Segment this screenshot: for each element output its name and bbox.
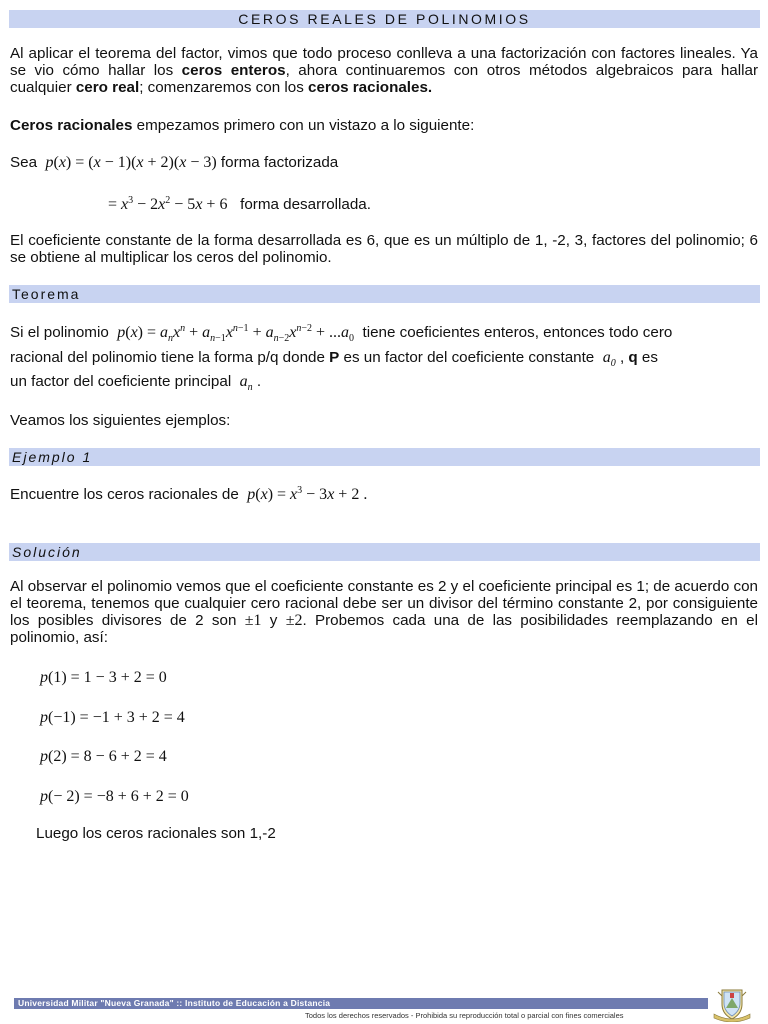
page-title: CEROS REALES DE POLINOMIOS xyxy=(9,10,760,28)
evaluation-p2: p(2) = 8 − 6 + 2 = 4 xyxy=(40,748,167,765)
evaluation-p1: p(1) = 1 − 3 + 2 = 0 xyxy=(40,669,167,686)
example1-text: Encuentre los ceros racionales de $p(x) = x^3 - 3x + 2$ . xyxy=(10,485,368,503)
footer-rights: Todos los derechos reservados - Prohibida su reproducción total o parcial con fines comerciales xyxy=(305,1011,624,1020)
theorem-header: Teorema xyxy=(9,285,760,303)
example1-polynomial: $p(x) = x^3 - 3x + 2$ . xyxy=(247,485,368,503)
expanded-form-line: = $x^3 - 2x^2 - 5x + 6$ forma desarrollada. xyxy=(108,195,371,213)
factored-form-line: Sea p(x) = (x − 1)(x + 2)(x − 3) forma factorizada xyxy=(10,154,339,171)
coefficient-paragraph: El coeficiente constante de la forma desarrollada es 6, que es un múltiplo de 1, -2, 3, factores del polinomio; 6 se obtiene al multiplicar los ceros del polinomio. xyxy=(10,232,758,266)
theorem-line-3: un factor del coeficiente principal $a_n$ . xyxy=(10,373,262,393)
theorem-line-1: Si el polinomio $p(x) = a_nx^n + a_{n-1}x^{n-1} + a_{n-2}x^{n-2} + ...a_0$ tiene coeficientes enteros, entonces todo cero xyxy=(10,323,673,344)
footer-institution: Universidad Militar "Nueva Granada" :: Instituto de Educación a Distancia xyxy=(14,998,708,1009)
solution-paragraph: Al observar el polinomio vemos que el coeficiente constante es 2 y el coeficiente principal es 1; de acuerdo con el teorema, tenemos que cualquier cero racional debe ser un divisor del término constante 2, por consiguiente los posibles divisores de 2 son ±1 y ±2. Probemos cada una de las posibilidades reemplazando en el polinomio, así: xyxy=(10,578,758,646)
factored-formula: p(x) = (x − 1)(x + 2)(x − 3) xyxy=(45,154,217,171)
examples-intro: Veamos los siguientes ejemplos: xyxy=(10,412,231,429)
rational-zeros-intro: Ceros racionales empezamos primero con un vistazo a lo siguiente: xyxy=(10,117,475,134)
university-logo-icon xyxy=(708,984,756,1022)
theorem-line-2: racional del polinomio tiene la forma p/q donde P es un factor del coeficiente constante $a_0$ , q es xyxy=(10,349,658,369)
general-polynomial: $p(x) = a_nx^n + a_{n-1}x^{n-1} + a_{n-2}x^{n-2} + ...a_0$ xyxy=(117,323,355,344)
evaluation-p-minus1: p(−1) = −1 + 3 + 2 = 4 xyxy=(40,709,185,726)
conclusion: Luego los ceros racionales son 1,-2 xyxy=(36,825,276,842)
expanded-formula: = $x^3 - 2x^2 - 5x + 6$ xyxy=(108,195,228,213)
example1-header: Ejemplo 1 xyxy=(9,448,760,466)
intro-paragraph: Al aplicar el teorema del factor, vimos que todo proceso conlleva a una factorización con factores lineales. Ya se vio cómo hallar los ceros enteros, ahora continuaremos con otros métodos algebraicos para hallar cualquier cero real; comenzaremos con los ceros racionales. xyxy=(10,45,758,96)
solution-header: Solución xyxy=(9,543,760,561)
evaluation-p-minus2: p(− 2) = −8 + 6 + 2 = 0 xyxy=(40,788,189,805)
